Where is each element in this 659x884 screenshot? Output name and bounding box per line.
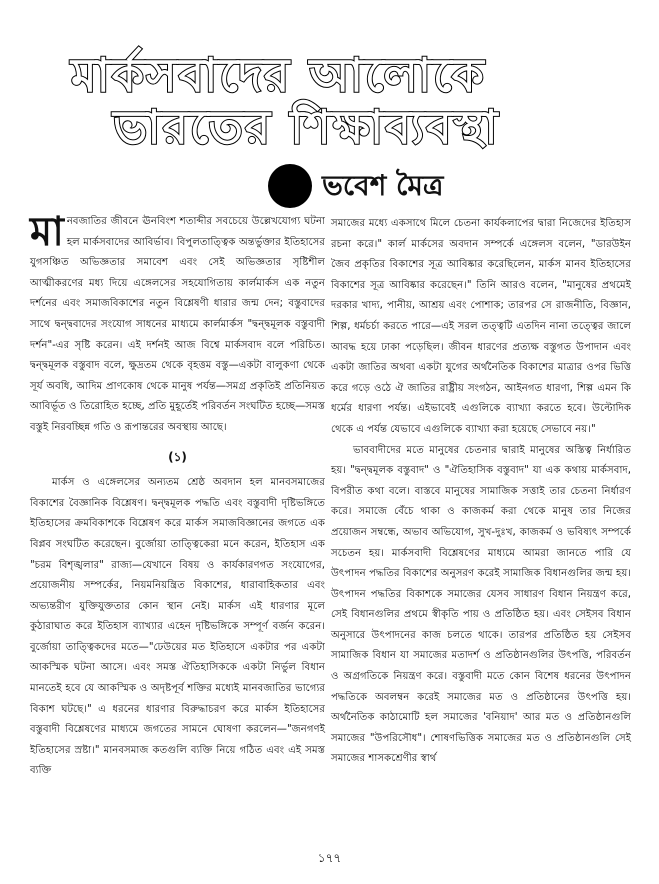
right-paragraph-2: ভাববাদীদের মতে মানুষের চেতনার দ্বারাই মানুষের অস্তিত্ব নির্ধারিত হয়। "দ্বন্দ্বমূলক বস্তুবাদ" ও "ঐতিহাসিক বস্তুবাদ" যা এক কথায় মার্কসবাদ, বিপরীত কথা বলে। বাস্তবে মানুষের সামাজিক সত্তাই তার চেতনা নির্ধারণ করে। সমাজে বেঁচে থাকা ও কাজকর্ম করা থেকে মানুষ তার নিজের প্রয়োজন সম্বন্ধে, অভাব অভিযোগ, সুখ-দুঃখ, কাজকর্ম ও ভবিষ্যৎ সম্পর্কে সচেতন হয়। মার্কসবাদী বিশ্লেষণের মাধ্যমে আমরা জানতে পারি যে উৎপাদন পদ্ধতির বিকাশের অনুসরণ করেই সামাজিক বিধানগুলির জন্ম হয়। উৎপাদন পদ্ধতির বিকাশকে সমাজের যেসব সাধারণ বিধান নিয়ন্ত্রণ করে, সেই বিধানগুলির প্রথমে স্বীকৃতি পায় ও প্রতিষ্ঠিত হয়। এবং সেইসব বিধান অনুসারে উৎপাদনের কাজ চলতে থাকে। তারপর প্রতিষ্ঠিত হয় সেইসব সামাজিক বিধান যা সমাজের মতাদর্শ ও প্রতিষ্ঠানগুলির উৎপত্তি, পরিবর্তন ও অগ্রগতিকে নিয়ন্ত্রণ করে। বস্তুবাদী মতে কোন বিশেষ ধরনের উৎপাদন পদ্ধতিকে অবলম্বন করেই সমাজের মত ও প্রতিষ্ঠানের উৎপত্তি হয়। অর্থনৈতিক কাঠামোটি হল সমাজের 'বনিয়াদ' আর মত ও প্রতিষ্ঠানগুলি সমাজের "উপরিসৌধ"। শোষণভিত্তিক সমাজের মত ও প্রতিষ্ঠানগুলি সেই সমাজের শাসকশ্রেণীর স্বার্থ xyxy=(331,444,631,765)
section-number: (১) xyxy=(168,449,187,464)
page-number: ১৭৭ xyxy=(317,851,342,865)
article-title xyxy=(70,40,592,154)
intro-paragraph xyxy=(30,208,325,439)
intro-text: নবজাতির জীবনে ঊনবিংশ শতাব্দীর সবচেয়ে উল্লেখযোগ্য ঘটনা হল মার্কসবাদের আবির্ভাব। বিপুলতাত্ত্বিক অন্তর্ভুক্তার ইতিহাসের যুগসঞ্চিত অভিজ্ঞতার সমাবেশ এবং সেই অভিজ্ঞতার সৃষ্টিশীল আত্মীকরণের মধ্য দিয়ে এঙ্গেলসের সহযোগিতায় কার্লমার্কস এক নতুন দর্শনের এবং সমাজবিকাশের নতুন বিশ্লেষণী ধারার জন্ম দেন; বস্তুবাদের সাথে দ্বন্দ্ববাদের সংযোগ সাধনের মাধ্যমে কার্লমার্কস "দ্বন্দ্বমূলক বস্তুবাদী দর্শন"-এর সৃষ্টি করেন। এই দর্শনই আজ বিশ্বে মার্কসবাদ বলে পরিচিত। দ্বন্দ্বমূলক বস্তুবাদ বলে, ক্ষুদ্রতম থেকে বৃহত্তম বস্তু—একটা বালুকণা থেকে সূর্য অবধি, আদিম প্রাণকোষ থেকে মানুষ পর্যন্ত—সমগ্র প্রকৃতিই প্রতিনিয়ত আবির্ভূত ও তিরোহিত হচ্ছে, প্রতি মুহূর্তেই পরিবর্তন সংঘটিত হচ্ছে—সমস্ত বস্তুই নিরবচ্ছিন্ন গতি ও রূপান্তরের অবস্থায় আছে। xyxy=(30,216,325,433)
author-name: ভবেশ মৈত্র xyxy=(322,169,444,202)
right-column xyxy=(331,214,631,770)
right-paragraph-1: সমাজের মধ্যে একসাথে মিলে চেতনা কার্যকলাপের দ্বারা নিজেদের ইতিহাস রচনা করে।" কার্ল মার্কসের অবদান সম্পর্কে এঙ্গেলস বলেন, "ডারউইন জৈব প্রকৃতির বিকাশের সূত্র আবিষ্কার করেছিলেন, মার্কস মানব ইতিহাসের বিকাশের সূত্র আবিষ্কার করেছেন।" তিনি আরও বলেন, "মানুষের প্রথমেই দরকার খাদ্য, পানীয়, আশ্রয় এবং পোশাক; তারপর সে রাজনীতি, বিজ্ঞান, শিল্প, ধর্মচর্চা করতে পারে—এই সরল তত্ত্বটি এতদিন নানা তত্ত্বের জালে আবদ্ধ হয়ে ঢাকা পড়েছিল। জীবন ধারণের প্রত্যক্ষ বস্তুগত উপাদান এবং একটা জাতির অথবা একটা যুগের অর্থনৈতিক বিকাশের মাত্রার ওপর ভিত্তি করে গড়ে ওঠে ঐ জাতির রাষ্ট্রীয় সংগঠন, আইনগত ধারণা, শিল্প এমন কি ধর্মের ধারণা পর্যন্ত। এইভাবেই এগুলিকে ব্যাখ্যা করতে হবে। উল্টোদিক থেকে এ পর্যন্ত যেভাবে এগুলিকে ব্যাখ্যা করা হয়েছে সেভাবে নয়।" xyxy=(331,218,631,435)
left-column xyxy=(30,208,325,782)
author-bullet-icon xyxy=(268,164,312,208)
title-line-1: মার্কসবাদের আলোকে xyxy=(71,48,486,102)
title-line-2: ভারতের শিক্ষাব্যবস্থা xyxy=(113,100,500,154)
body-paragraph: মার্কস ও এঙ্গেলসের অন্যতম শ্রেষ্ঠ অবদান হল মানবসমাজের বিকাশের বৈজ্ঞানিক বিশ্লেষণ। দ্বন্দ্বমূলক পদ্ধতি এবং বস্তুবাদী দৃষ্টিভঙ্গিতে ইতিহাসের ক্রমবিকাশকে বিশ্লেষণ করে মার্কস সমাজবিজ্ঞানের জগতে এক বিপ্লব সংঘটিত করেছেন। বুর্জোয়া তাত্ত্বিকেরা মনে করেন, ইতিহাস এক "চরম বিশৃঙ্খলার" রাজ্য—যেখানে বিষয় ও কার্যকারণগত সংযোগের, প্রয়োজনীয় সম্পর্কের, নিয়মনিয়ন্ত্রিত বিকাশের, ধারাবাহিকতার এবং অভ্যন্তরীণ যুক্তিযুক্ততার কোন স্থান নেই। মার্কস এই ধারণার মূলে কুঠারাঘাত করে ইতিহাস ব্যাখ্যার এহেন দৃষ্টিভঙ্গিকে সম্পূর্ণ বর্জন করেন। বুর্জোয়া তাত্ত্বিকদের মতে—"ঢেউয়ের মত ইতিহাসে একটার পর একটা আকস্মিক ঘটনা আসে। এবং সমস্ত ঐতিহাসিককে একটা নির্ভুল বিধান মানতেই হবে যে আকস্মিক ও অদৃষ্টপূর্ব শক্তির মধ্যেই মানবজাতির ভাগ্যের বিকাশ ঘটছে।" এ ধরনের ধারণার বিরুদ্ধাচরণ করে মার্কস ইতিহাসের বস্তুবাদী বিশ্লেষণের মাধ্যমে জগতের সামনে ঘোষণা করলেন—"জনগণই ইতিহাসের স্রষ্টা।" মানবসমাজ কতগুলি ব্যক্তি নিয়ে গঠিত এবং এই সমস্ত ব্যক্তি xyxy=(30,477,325,777)
drop-cap: মা xyxy=(30,208,64,255)
